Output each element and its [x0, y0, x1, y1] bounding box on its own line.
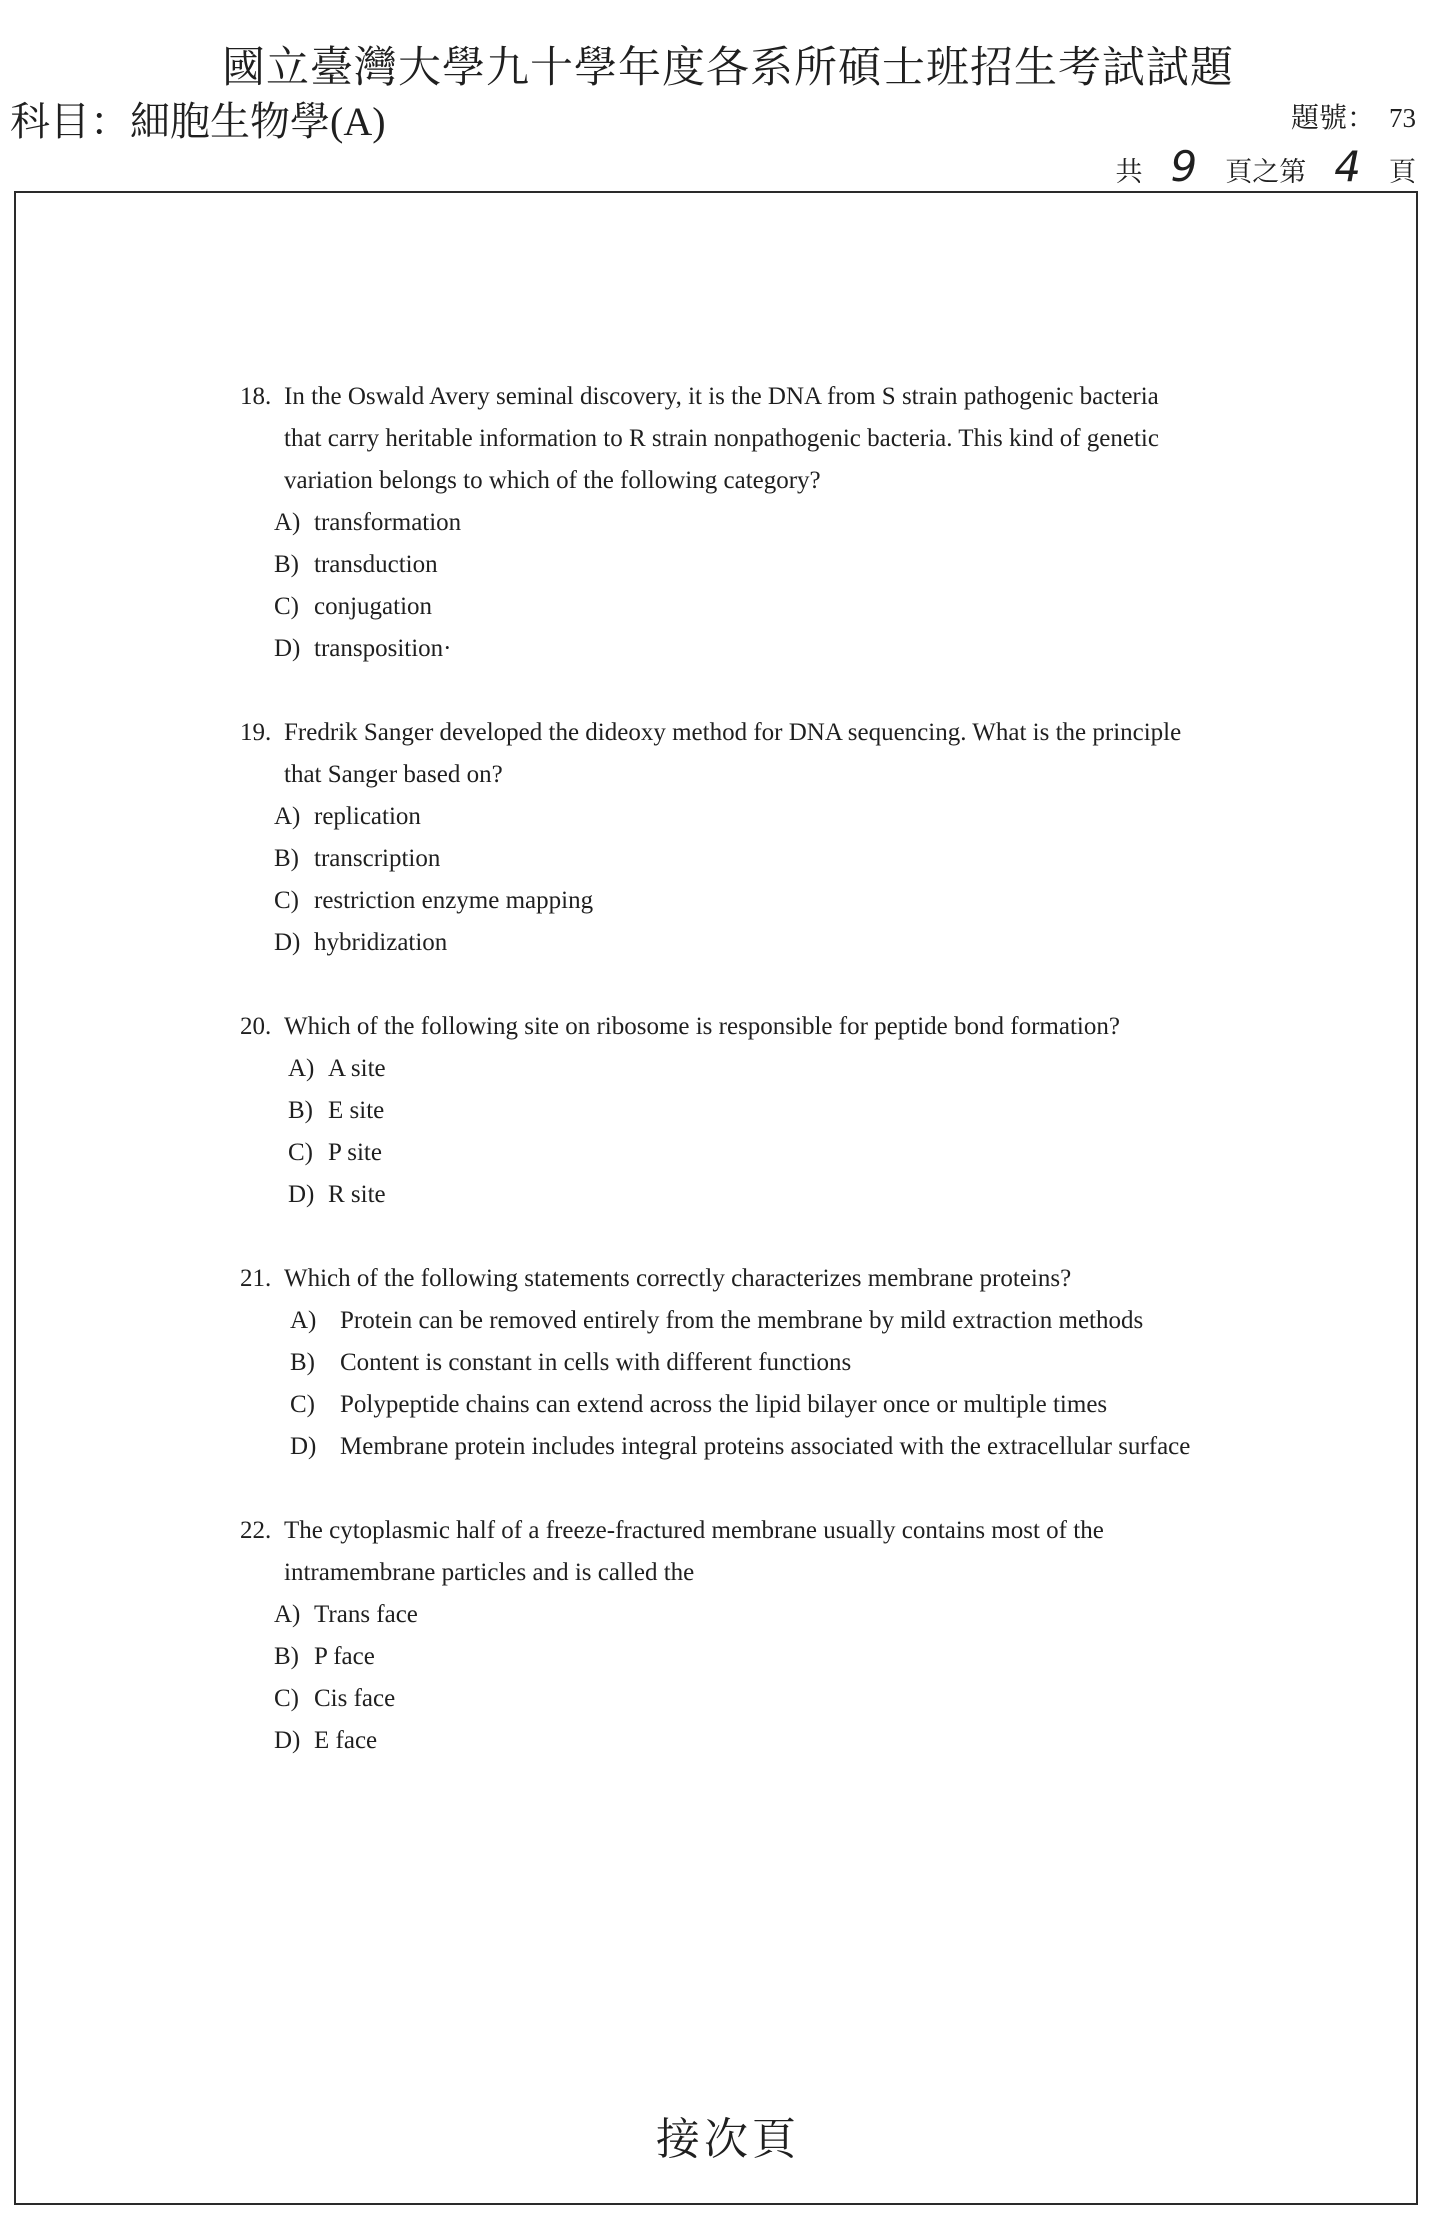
- question-text: Which of the following statements correctly characterizes membrane proteins?: [284, 1265, 1072, 1292]
- question-19: [240, 712, 1200, 964]
- option-text: Protein can be removed entirely from the membrane by mild extraction methods: [340, 1307, 1144, 1334]
- pager-current: 4: [1334, 142, 1361, 191]
- question-22: [240, 1510, 1200, 1762]
- option-label: D): [274, 635, 301, 662]
- pager-suffix: 頁: [1389, 157, 1416, 187]
- pager-mid: 頁之第: [1225, 157, 1307, 187]
- option-text: conjugation: [314, 593, 433, 620]
- option: [240, 1678, 1200, 1720]
- option-label: B): [290, 1349, 315, 1376]
- option-text: E site: [328, 1097, 385, 1124]
- option: [240, 628, 1200, 670]
- question-stem: [240, 712, 1200, 796]
- option: [240, 1174, 1200, 1216]
- option-label: D): [274, 929, 301, 956]
- option-text: P face: [314, 1643, 375, 1670]
- option-label: B): [274, 1643, 299, 1670]
- option-text: transduction: [314, 551, 438, 578]
- question-num: 22.: [240, 1517, 272, 1544]
- option: [240, 1636, 1200, 1678]
- option-text: A site: [328, 1055, 386, 1082]
- option-label: B): [288, 1097, 313, 1124]
- question-num: 20.: [240, 1013, 272, 1040]
- subject-label: 科目：細胞生物學(A): [10, 99, 386, 144]
- question-number-value: 73: [1389, 103, 1416, 133]
- option: [240, 1720, 1200, 1762]
- page-indicator: [1116, 142, 1416, 191]
- option-label: D): [274, 1727, 301, 1754]
- option-text: hybridization: [314, 929, 448, 956]
- option-text: P site: [328, 1139, 382, 1166]
- option-text: Polypeptide chains can extend across the lipid bilayer once or multiple times: [340, 1391, 1108, 1418]
- pager-total-prefix: 共: [1115, 157, 1143, 187]
- option: [240, 838, 1200, 880]
- option-label: D): [288, 1181, 315, 1208]
- question-20: [240, 1006, 1200, 1216]
- question-18: [240, 376, 1200, 670]
- option: [240, 1090, 1200, 1132]
- question-stem: [240, 1006, 1200, 1048]
- option-label: A): [274, 1601, 301, 1628]
- option-text: transcription: [314, 845, 441, 872]
- question-number: [1291, 96, 1416, 136]
- option: [240, 1342, 1200, 1384]
- option-label: C): [274, 887, 299, 914]
- option-label: D): [290, 1433, 317, 1460]
- option: [240, 880, 1200, 922]
- question-stem: [240, 1510, 1200, 1594]
- option-text: replication: [314, 803, 421, 830]
- question-num: 18.: [240, 383, 272, 410]
- option: [240, 922, 1200, 964]
- option: [240, 1594, 1200, 1636]
- option: [240, 586, 1200, 628]
- option: [240, 1300, 1200, 1342]
- option-text: transposition·: [314, 635, 452, 662]
- question-text: The cytoplasmic half of a freeze-fractured membrane usually contains most of the intramembrane particles and is called the: [284, 1517, 1104, 1586]
- option-text: Trans face: [314, 1601, 418, 1628]
- option-text: R site: [328, 1181, 386, 1208]
- option-label: A): [274, 509, 301, 536]
- question-number-label: 題號：: [1290, 103, 1375, 134]
- option-text: Membrane protein includes integral proteins associated with the extracellular surface: [340, 1433, 1191, 1460]
- option: [240, 1384, 1200, 1426]
- option: [240, 1426, 1200, 1468]
- option: [240, 1048, 1200, 1090]
- pager-total: 9: [1170, 142, 1198, 191]
- question-text: Fredrik Sanger developed the dideoxy method for DNA sequencing. What is the principle that Sanger based on?: [284, 719, 1182, 788]
- question-num: 21.: [240, 1265, 272, 1292]
- question-stem: [240, 1258, 1200, 1300]
- question-num: 19.: [240, 719, 272, 746]
- option-label: C): [274, 593, 299, 620]
- question-21: [240, 1258, 1200, 1468]
- option-label: A): [288, 1055, 315, 1082]
- option-label: B): [274, 845, 299, 872]
- option-label: A): [274, 803, 301, 830]
- option: [240, 502, 1200, 544]
- option-text: Cis face: [314, 1685, 396, 1712]
- option-text: E face: [314, 1727, 378, 1754]
- option-label: C): [290, 1391, 315, 1418]
- option: [240, 544, 1200, 586]
- option-label: A): [290, 1307, 317, 1334]
- option-label: C): [288, 1139, 313, 1166]
- option-label: B): [274, 551, 299, 578]
- option-text: Content is constant in cells with different functions: [340, 1349, 852, 1376]
- option: [240, 1132, 1200, 1174]
- question-stem: [240, 376, 1200, 502]
- question-text: Which of the following site on ribosome is responsible for peptide bond formation?: [284, 1013, 1120, 1040]
- option-label: C): [274, 1685, 299, 1712]
- question-text: In the Oswald Avery seminal discovery, it is the DNA from S strain pathogenic bacteria that carry heritable information to R strain nonpathogenic bacteria. This kind of genetic variation belongs to which of the following category?: [284, 383, 1159, 494]
- option-text: transformation: [314, 509, 462, 536]
- question-list: [240, 376, 1200, 1804]
- continue-next-page: 接次頁: [656, 2115, 800, 2164]
- exam-title: 國立臺灣大學九十學年度各系所碩士班招生考試試題: [222, 45, 1234, 92]
- option: [240, 796, 1200, 838]
- option-text: restriction enzyme mapping: [314, 887, 594, 914]
